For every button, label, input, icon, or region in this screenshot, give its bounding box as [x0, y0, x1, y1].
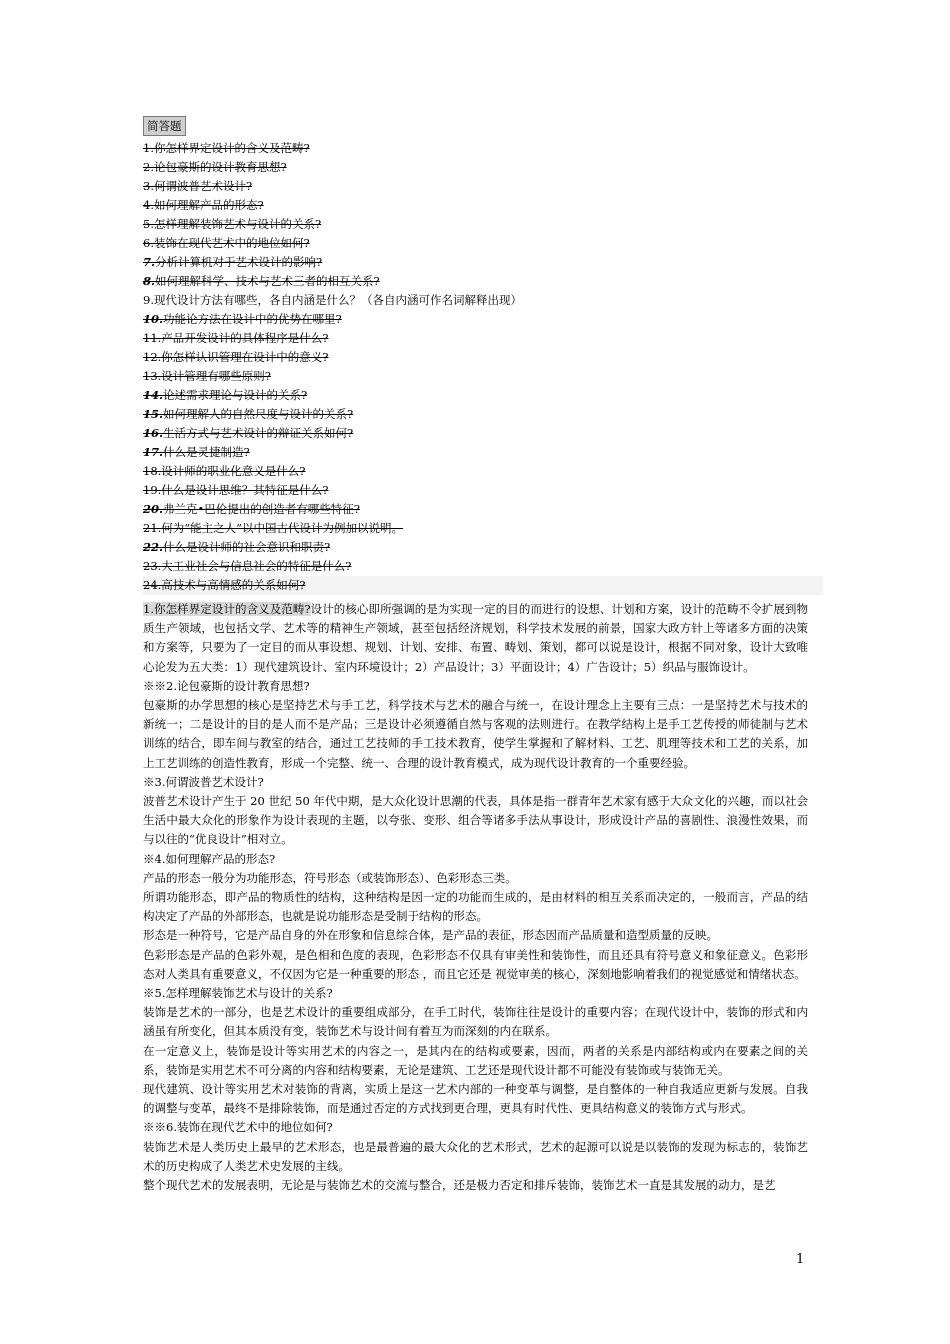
question-number: 2.	[143, 160, 154, 174]
question-number: 5.	[143, 217, 154, 231]
question-text: 何为“能主之人”以中国古代设计为例加以说明。	[161, 521, 404, 535]
answer-paragraph: 波普艺术设计产生于 20 世纪 50 年代中期，是大众化设计思潮的代表，具体是指一群青年艺术家有感于大众文化的兴趣，而以社会生活中最大众化的形象作为设计表现的主题，以夸张、变形、组合等诸多手法从事设计，形成设计产品的喜剧性、浪漫性效果，而与以往的“优良设计”相对立。	[143, 794, 808, 847]
answer-paragraph	[143, 600, 808, 677]
answer-paragraph: 装饰是艺术的一部分，也是艺术设计的重要组成部分，在手工时代，装饰往往是设计的重要内容；在现代设计中，装饰的形式和内涵虽有所变化，但其本质没有变，装饰艺术与设计间有着互为而深刻的内在联系。	[143, 1005, 808, 1039]
question-item	[143, 386, 823, 405]
question-number: 12.	[143, 350, 162, 364]
question-heading: ※3.何谓波普艺术设计?	[143, 774, 264, 789]
question-number: 14.	[143, 388, 164, 402]
question-number: 11.	[143, 331, 162, 345]
question-number: 6.	[143, 236, 154, 250]
question-item	[143, 443, 823, 462]
question-text: 何谓波普艺术设计?	[153, 179, 253, 193]
question-text: 什么是设计思维？其特征是什么?	[161, 483, 329, 497]
question-text: 生活方式与艺术设计的辩证关系如何?	[163, 426, 354, 440]
question-text: 大工业社会与信息社会的特征是什么?	[161, 559, 352, 573]
question-text: 论包豪斯的设计教育思想?	[153, 160, 287, 174]
question-item	[143, 139, 823, 158]
answer-paragraph: 色彩形态是产品的色彩外观，是色相和色度的表现，色彩形态不仅具有审美性和装饰性，而且还具有符号意义和象征意义。色彩形态对人类具有重要意义，不仅因为它是一种重要的形态 ，而且它还是 视觉审美的核心，深刻地影响着我们的视觉感觉和情绪状态。	[143, 947, 808, 981]
question-heading: ※5.怎样理解装饰艺术与设计的关系?	[143, 986, 333, 1001]
section-heading: 简答题	[143, 116, 186, 136]
question-number: 13.	[143, 369, 162, 383]
question-text: 弗兰克•巴伦提出的创造者有哪些特征?	[163, 502, 360, 516]
question-item	[143, 310, 823, 329]
answer-paragraph: 包豪斯的办学思想的核心是坚持艺术与手工艺，科学技术与艺术的融合与统一，在设计理念上主要有三点：一是坚持艺术与技术的新统一；二是设计的目的是人而不是产品；三是设计必须遵循自然与客观的法则进行。在教学结构上是手工艺传授的师徒制与艺术训练的结合，即车间与教室的结合，通过工艺技师的手工技术教育，使学生掌握和了解材料、工艺、肌理等技术和工艺的关系，加上工艺训练的创造性教育，形成一个完整、统一、合理的设计教育模式，成为现代设计教育的一个重要经验。	[143, 698, 808, 770]
question-text: 论述需求理论与设计的关系?	[163, 388, 308, 402]
question-number: 24.	[143, 578, 162, 592]
question-item	[143, 234, 823, 253]
question-text: 什么是灵捷制造?	[163, 445, 250, 459]
question-text: 功能论方法在设计中的优势在哪里?	[163, 312, 342, 326]
question-item	[143, 348, 823, 367]
answer-paragraph: 现代建筑、设计等实用艺术对装饰的背离，实质上是这一艺术内部的一种变革与调整，是自整体的一种自我适应更新与发展。自我的调整与变革，最终不是排除装饰，而是通过否定的方式找到更合理，更具有时代性、更具结构意义的装饰方式与形式。	[143, 1082, 808, 1116]
question-item	[143, 291, 823, 310]
question-item	[143, 576, 823, 595]
question-text: 你怎样认识管理在设计中的意义?	[161, 350, 329, 364]
question-number: 7.	[143, 255, 156, 269]
question-number: 23.	[143, 559, 162, 573]
answer-paragraph: 所谓功能形态，即产品的物质性的结构，这种结构是因一定的功能而生成的，是由材料的相互关系而决定的，一般而言，产品的结构决定了产品的外部形态，也就是说功能形态是受制于结构的形态。	[143, 890, 808, 924]
question-number: 22.	[143, 540, 164, 554]
question-number: 15.	[143, 407, 164, 421]
question-text: 现代设计方法有哪些，各自内涵是什么？（各自内涵可作名词解释出现）	[153, 293, 522, 307]
question-text: 产品开发设计的具体程序是什么?	[161, 331, 329, 345]
question-number: 16.	[143, 426, 164, 440]
answer-body	[143, 600, 808, 1195]
question-text: 设计管理有哪些原则?	[161, 369, 271, 383]
question-text: 分析计算机对于艺术设计的影响?	[155, 255, 323, 269]
question-item	[143, 196, 823, 215]
question-text: 如何理解产品的形态?	[153, 198, 264, 212]
question-text: 装饰在现代艺术中的地位如何?	[153, 236, 310, 250]
question-heading: ※4.如何理解产品的形态?	[143, 851, 276, 866]
question-item	[143, 253, 823, 272]
question-number: 17.	[143, 445, 164, 459]
question-number: 10.	[143, 312, 164, 326]
question-number: 8.	[143, 274, 156, 288]
question-list	[143, 139, 823, 595]
page-number: 1	[796, 1252, 805, 1267]
question-item	[143, 158, 823, 177]
question-item	[143, 481, 823, 500]
question-text: 设计师的职业化意义是什么?	[161, 464, 306, 478]
answer-lead-highlight: 1.你怎样界定设计的含义及范畴?	[143, 602, 311, 616]
question-number: 3.	[143, 179, 154, 193]
answer-paragraph: 整个现代艺术的发展表明，无论是与装饰艺术的交流与整合，还是极力否定和排斥装饰，装饰艺术一直是其发展的动力，是艺	[143, 1178, 776, 1193]
question-text: 高技术与高情感的关系如何?	[161, 578, 306, 592]
question-item	[143, 557, 823, 576]
question-item	[143, 329, 823, 348]
question-item	[143, 462, 823, 481]
answer-paragraph: 在一定意义上，装饰是设计等实用艺术的内容之一，是其内在的结构或要素，因而，两者的关系是内部结构或内在要素之间的关系，装饰是实用艺术不可分离的内容和结构要素，无论是建筑、工艺还是现代设计都不可能没有装饰或与装饰无关。	[143, 1043, 808, 1077]
question-number: 9.	[143, 293, 154, 307]
question-text: 你怎样界定设计的含义及范畴?	[153, 141, 310, 155]
question-item	[143, 424, 823, 443]
question-number: 20.	[143, 502, 164, 516]
answer-paragraph: 装饰艺术是人类历史上最早的艺术形态，也是最普遍的最大众化的艺术形式，艺术的起源可以说是以装饰的发现为标志的，装饰艺术的历史构成了人类艺术史发展的主线。	[143, 1139, 808, 1173]
question-text: 如何理解科学、技术与艺术三者的相互关系?	[155, 274, 380, 288]
question-text: 如何理解人的自然尺度与设计的关系?	[163, 407, 354, 421]
question-item	[143, 177, 823, 196]
question-number: 19.	[143, 483, 162, 497]
question-item	[143, 519, 823, 538]
question-number: 21.	[143, 521, 162, 535]
question-number: 1.	[143, 141, 154, 155]
question-item	[143, 500, 823, 519]
question-heading: ※※2.论包豪斯的设计教育思想?	[143, 678, 310, 693]
answer-paragraph: 产品的形态一般分为功能形态，符号形态（或装饰形态）、色彩形态三类。	[143, 870, 517, 885]
question-item	[143, 367, 823, 386]
question-item	[143, 405, 823, 424]
question-number: 18.	[143, 464, 162, 478]
question-heading: ※※6.装饰在现代艺术中的地位如何?	[143, 1120, 333, 1135]
question-text: 怎样理解装饰艺术与设计的关系?	[153, 217, 322, 231]
answer-paragraph: 形态是一种符号，它是产品自身的外在形象和信息综合体，是产品的表征，形态因而产品质量和造型质量的反映。	[143, 928, 718, 943]
question-number: 4.	[143, 198, 154, 212]
question-item	[143, 272, 823, 291]
answer-text: 设计的核心即所强调的是为实现一定的目的而进行的设想、计划和方案，设计的范畴不令扩展到物质生产领域，也包括文学、艺术等的精神生产领域，甚至包括经济规划，科学技术发展的前景，国家大政方针上等诸多方面的决策和方案等，只要为了一定目的而从事设想、规划、计划、安排、布置、畴划、策划，都可以说是设计，根据不同对象，设计大致唯心论发为五大类：1）现代建筑设计、室内环境设计；2）产品设计；3）平面设计；4）广告设计；5）织品与服饰设计。	[143, 602, 809, 674]
question-item	[143, 538, 823, 557]
question-text: 什么是设计师的社会意识和职责?	[163, 540, 331, 554]
question-item	[143, 215, 823, 234]
